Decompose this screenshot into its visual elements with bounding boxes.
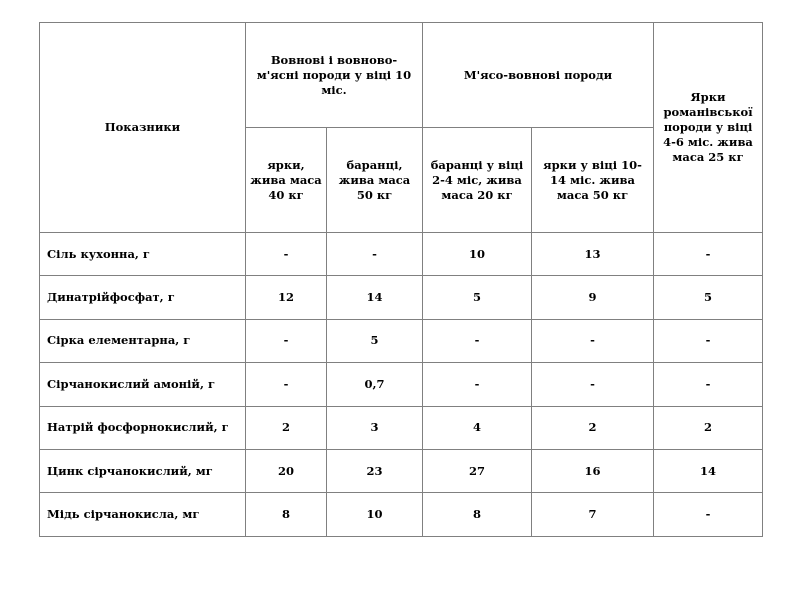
table-cell: -	[654, 319, 763, 362]
table-row	[40, 233, 763, 276]
table-cell: 3	[327, 406, 423, 449]
header-group-wool: Вовнові і вовново-м'ясні породи у віці 10 міс.	[246, 23, 423, 128]
table-row	[40, 319, 763, 362]
table-row	[40, 276, 763, 319]
table-cell: 27	[423, 449, 532, 492]
table-cell: -	[246, 319, 327, 362]
table-cell: 10	[423, 233, 532, 276]
table-cell: 5	[327, 319, 423, 362]
header-group-meat-wool: М'ясо-вовнові породи	[423, 23, 654, 128]
header-indicators: Показники	[40, 23, 246, 233]
row-label: Цинк сірчанокислий, мг	[40, 449, 246, 492]
row-label: Мідь сірчанокисла, мг	[40, 493, 246, 536]
table-body	[40, 23, 763, 537]
header-sub-rams-20: баранці у віці 2-4 міс, жива маса 20 кг	[423, 128, 532, 233]
table-row	[40, 406, 763, 449]
feed-additives-table	[39, 22, 763, 537]
table-cell: -	[327, 233, 423, 276]
table-cell: 9	[532, 276, 654, 319]
table-cell: 8	[423, 493, 532, 536]
table-row	[40, 449, 763, 492]
table-cell: -	[246, 363, 327, 406]
table-cell: 10	[327, 493, 423, 536]
row-label: Сіль кухонна, г	[40, 233, 246, 276]
table-cell: -	[654, 363, 763, 406]
table-cell: 2	[246, 406, 327, 449]
table-cell: 13	[532, 233, 654, 276]
table-row	[40, 363, 763, 406]
table-cell: 8	[246, 493, 327, 536]
table-cell: 14	[654, 449, 763, 492]
table-cell: 7	[532, 493, 654, 536]
table-row	[40, 493, 763, 536]
table-cell: 4	[423, 406, 532, 449]
row-label: Динатрійфосфат, г	[40, 276, 246, 319]
table-cell: -	[654, 493, 763, 536]
table-cell: 14	[327, 276, 423, 319]
header-sub-rams-50: баранці, жива маса 50 кг	[327, 128, 423, 233]
header-row-groups	[40, 23, 763, 128]
table-cell: 5	[423, 276, 532, 319]
header-sub-ewes-40: ярки, жива маса 40 кг	[246, 128, 327, 233]
table-cell: 16	[532, 449, 654, 492]
table-cell: 23	[327, 449, 423, 492]
row-label: Сірчанокислий амоній, г	[40, 363, 246, 406]
table-cell: -	[532, 319, 654, 362]
table-cell: -	[423, 319, 532, 362]
row-label: Натрій фосфорнокислий, г	[40, 406, 246, 449]
row-label: Сірка елементарна, г	[40, 319, 246, 362]
table-cell: 20	[246, 449, 327, 492]
table-cell: 5	[654, 276, 763, 319]
header-sub-ewes-50: ярки у віці 10-14 міс. жива маса 50 кг	[532, 128, 654, 233]
table-cell: 2	[654, 406, 763, 449]
table-cell: 0,7	[327, 363, 423, 406]
table-cell: 2	[532, 406, 654, 449]
table-cell: -	[654, 233, 763, 276]
table-cell: 12	[246, 276, 327, 319]
table-cell: -	[532, 363, 654, 406]
table-cell: -	[423, 363, 532, 406]
header-group-romanov: Ярки романівської породи у віці 4-6 міс. жива маса 25 кг	[654, 23, 763, 233]
table-cell: -	[246, 233, 327, 276]
